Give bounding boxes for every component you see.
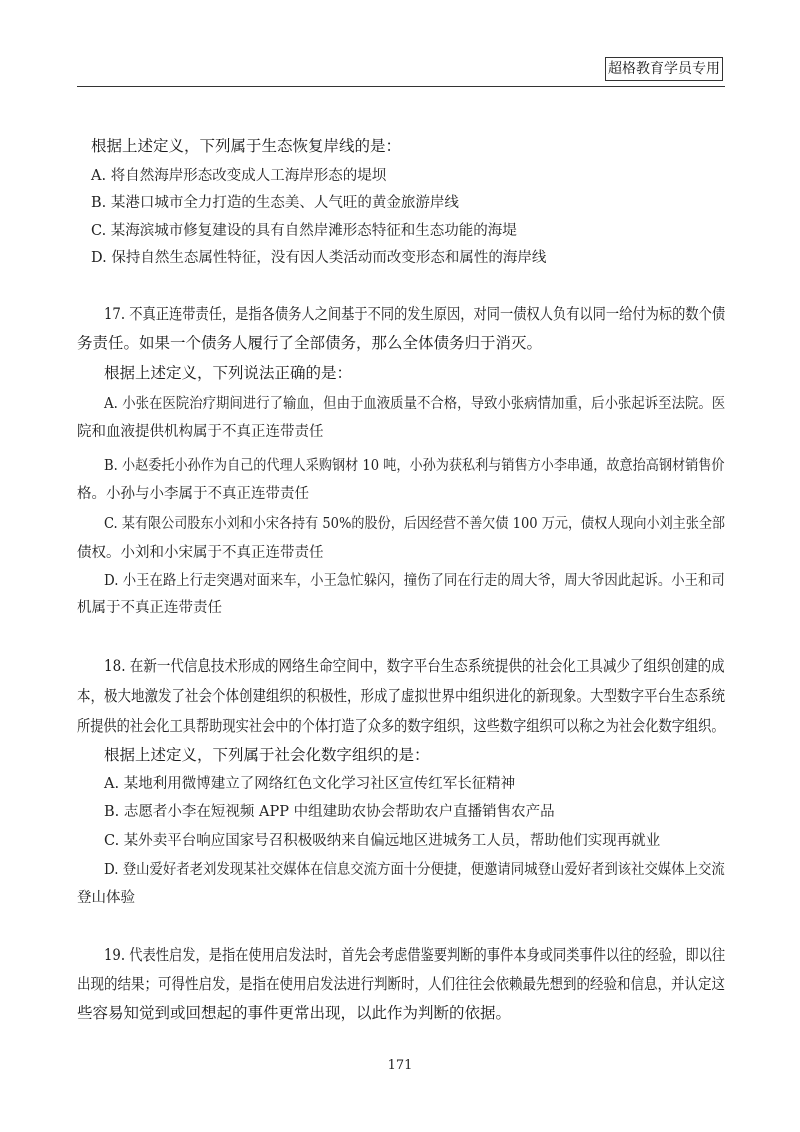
q17-prompt: 根据上述定义，下列说法正确的是： [104,364,353,382]
q18-option-c: C. 某外卖平台响应国家号召积极吸纳来自偏远地区进城务工人员，帮助他们实现再就业 [104,833,661,849]
q17-option-a-line2: 院和血液提供机构属于不真正连带责任 [77,424,324,440]
q19-stem-line2: 出现的结果；可得性启发，是指在使用启发法进行判断时，人们往往会依赖最先想到的经验和信息，并认定这 [77,975,726,993]
q17-option-b-line1: B. 小赵委托小孙作为自己的代理人采购钢材 10 吨，小孙为获私利与销售方小李串通，故意抬高钢材销售价 [104,458,725,474]
q17-option-a-line1: A. 小张在医院治疗期间进行了输血，但由于血液质量不合格，导致小张病情加重，后小张起诉至法院。医 [104,396,726,412]
q18-option-d-line2: 登山体验 [77,890,135,906]
q16-option-b: B. 某港口城市全力打造的生态美、人气旺的黄金旅游岸线 [91,195,459,211]
q16-option-c: C. 某海滨城市修复建设的具有自然岸滩形态特征和生态功能的海堤 [91,223,517,239]
q19-stem-line1: 19. 代表性启发，是指在使用启发法时，首先会考虑借鉴要判断的事件本身或同类事件以往的经验，即以往 [104,946,726,964]
q17-option-d-line1: D. 小王在路上行走突遇对面来车，小王急忙躲闪，撞伤了同在行走的周大爷，周大爷因此起诉。小王和司 [104,573,725,589]
q18-stem-line1: 18. 在新一代信息技术形成的网络生命空间中，数字平台生态系统提供的社会化工具减少了组织创建的成 [104,657,725,675]
q17-option-b-line2: 格。小孙与小李属于不真正连带责任 [77,486,309,502]
q19-stem-line3: 些容易知觉到或回想起的事件更常出现，以此作为判断的依据。 [77,1004,512,1022]
q17-option-c-line1: C. 某有限公司股东小刘和小宋各持有 50%的股份，后因经营不善欠债 100 万元，债权人现向小刘主张全部 [104,516,726,532]
q18-option-d-line1: D. 登山爱好者老刘发现某社交媒体在信息交流方面十分便捷，便邀请同城登山爱好者到该社交媒体上交流 [104,862,725,878]
q17-stem-line1: 17. 不真正连带责任，是指各债务人之间基于不同的发生原因，对同一债权人负有以同一给付为标的数个债 [104,305,726,323]
q18-stem-line2: 本，极大地激发了社会个体创建组织的积极性，形成了虚拟世界中组织进化的新现象。大型数字平台生态系统 [77,687,726,705]
q18-stem-line3: 所提供的社会化工具帮助现实社会中的个体打造了众多的数字组织，这些数字组织可以称之为社会化数字组织。 [77,717,725,735]
q16-prompt: 根据上述定义，下列属于生态恢复岸线的是： [91,137,402,155]
q18-option-a: A. 某地利用微博建立了网络红色文化学习社区宣传红军长征精神 [104,776,516,792]
page-number: 171 [387,1058,413,1073]
q17-option-c-line2: 债权。小刘和小宋属于不真正连带责任 [77,545,324,561]
q18-option-b: B. 志愿者小李在短视频 APP 中组建助农协会帮助农户直播销售农产品 [104,804,555,820]
q18-prompt: 根据上述定义，下列属于社会化数字组织的是： [104,746,430,764]
header-badge: 超格教育学员专用 [605,57,723,81]
q16-option-d: D. 保持自然生态属性特征，没有因人类活动而改变形态和属性的海岸线 [91,250,547,266]
header-rule [77,86,725,87]
q16-option-a: A. 将自然海岸形态改变成人工海岸形态的堤坝 [91,168,387,184]
q17-stem-line2: 务责任。如果一个债务人履行了全部债务，那么全体债务归于消灭。 [77,334,543,352]
q17-option-d-line2: 机属于不真正连带责任 [77,600,222,616]
